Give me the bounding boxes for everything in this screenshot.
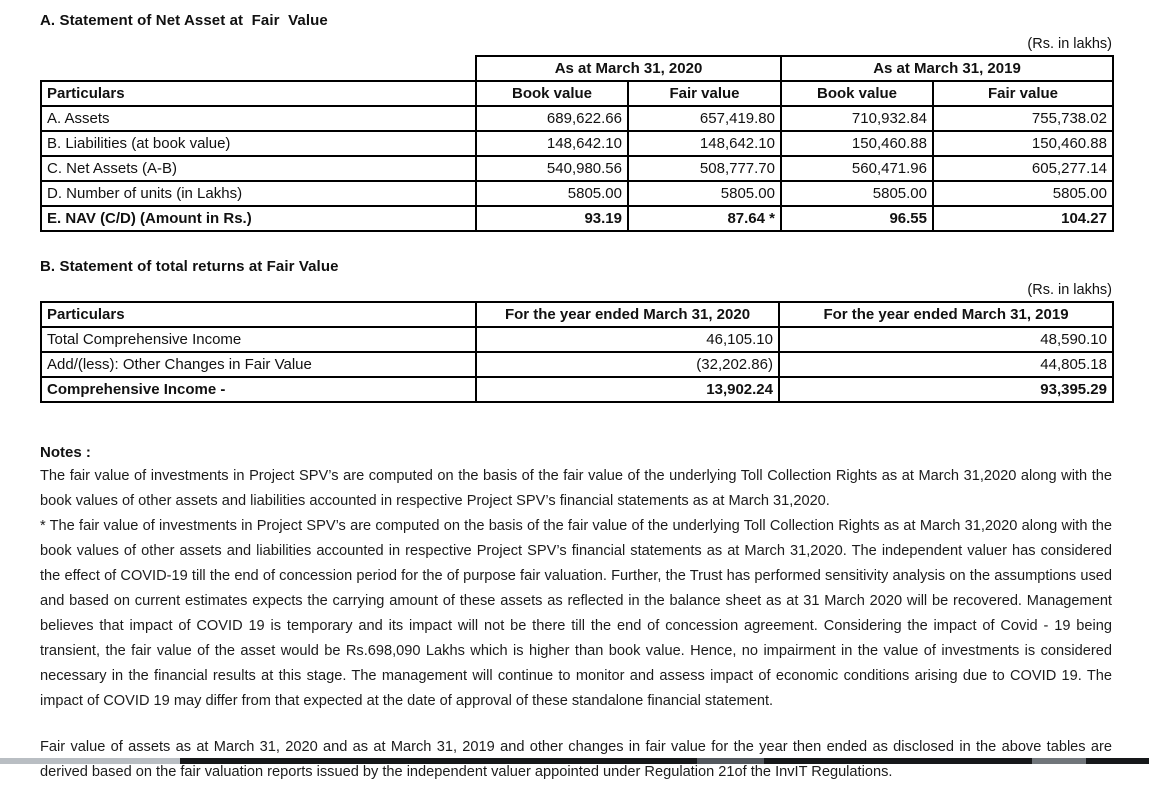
table-row [41, 377, 1113, 402]
fy-2019-header: For the year ended March 31, 2019 [779, 302, 1113, 327]
book-value-2019-header: Book value [781, 81, 933, 106]
particulars-cell: Comprehensive Income - [41, 377, 476, 402]
fair-value-2020-header: Fair value [628, 81, 781, 106]
value-cell: 13,902.24 [476, 377, 779, 402]
value-cell: 560,471.96 [781, 156, 933, 181]
book-value-2020-header: Book value [476, 81, 628, 106]
table-row [41, 327, 1113, 352]
section-b-unit-note: (Rs. in lakhs) [1027, 282, 1112, 298]
value-cell: 605,277.14 [933, 156, 1113, 181]
strip-segment [697, 758, 764, 764]
strip-segment [0, 758, 180, 764]
value-cell: 710,932.84 [781, 106, 933, 131]
value-cell: 93,395.29 [779, 377, 1113, 402]
note-paragraph: Fair value of assets as at March 31, 2020 and as at March 31, 2019 and other changes in fair value for the year then ended as disclosed in the above tables are derived based on the fair valuation reports issued by the independent valuer appointed under Regulation 21of the InvIT Regulations. [40, 739, 1112, 780]
value-cell: 148,642.10 [476, 131, 628, 156]
value-cell: 150,460.88 [781, 131, 933, 156]
column-header-row [41, 302, 1113, 327]
notes-heading: Notes : [40, 444, 91, 461]
value-cell: 657,419.80 [628, 106, 781, 131]
value-cell: 48,590.10 [779, 327, 1113, 352]
corner-blank-cell [41, 56, 476, 81]
value-cell: 46,105.10 [476, 327, 779, 352]
year-2020-group-header: As at March 31, 2020 [476, 56, 781, 81]
value-cell: 150,460.88 [933, 131, 1113, 156]
notes-section [40, 444, 1112, 785]
year-group-header-row [41, 56, 1113, 81]
value-cell: 508,777.70 [628, 156, 781, 181]
value-cell: 540,980.56 [476, 156, 628, 181]
value-cell: 5805.00 [781, 181, 933, 206]
value-cell: 104.27 [933, 206, 1113, 231]
fy-2020-header: For the year ended March 31, 2020 [476, 302, 779, 327]
section-a-title: A. Statement of Net Asset at Fair Value [40, 12, 328, 29]
section-b-title: B. Statement of total returns at Fair Value [40, 258, 339, 275]
notes-paragraphs [40, 464, 1112, 785]
fair-value-2019-header: Fair value [933, 81, 1113, 106]
total-returns-table [40, 301, 1114, 403]
value-cell: 96.55 [781, 206, 933, 231]
value-cell: 87.64 * [628, 206, 781, 231]
value-cell: 148,642.10 [628, 131, 781, 156]
particulars-cell: Total Comprehensive Income [41, 327, 476, 352]
year-2019-group-header: As at March 31, 2019 [781, 56, 1113, 81]
table-row [41, 106, 1113, 131]
strip-segment [764, 758, 1032, 764]
value-cell: 5805.00 [933, 181, 1113, 206]
value-cell: 689,622.66 [476, 106, 628, 131]
strip-segment [1032, 758, 1086, 764]
strip-segment [1086, 758, 1149, 764]
table-row [41, 181, 1113, 206]
table-row [41, 206, 1113, 231]
particulars-cell: C. Net Assets (A-B) [41, 156, 476, 181]
particulars-header: Particulars [41, 302, 476, 327]
value-cell: 755,738.02 [933, 106, 1113, 131]
section-a-unit-note: (Rs. in lakhs) [1027, 36, 1112, 52]
particulars-cell: A. Assets [41, 106, 476, 131]
value-cell: (32,202.86) [476, 352, 779, 377]
table-row [41, 352, 1113, 377]
note-paragraph: The fair value of investments in Project SPV’s are computed on the basis of the fair value of the underlying Toll Collection Rights as at March 31,2020 along with the book values of other assets and liabilities accounted in respective Project SPV’s financial statements as at March 31,2020. [40, 468, 1112, 509]
value-cell: 5805.00 [628, 181, 781, 206]
net-asset-table [40, 55, 1114, 232]
particulars-cell: D. Number of units (in Lakhs) [41, 181, 476, 206]
table-row [41, 131, 1113, 156]
value-cell: 44,805.18 [779, 352, 1113, 377]
table-row [41, 156, 1113, 181]
particulars-cell: Add/(less): Other Changes in Fair Value [41, 352, 476, 377]
value-cell: 93.19 [476, 206, 628, 231]
cutoff-next-section-strip [0, 758, 1149, 764]
strip-segment [180, 758, 697, 764]
column-header-row [41, 81, 1113, 106]
particulars-cell: B. Liabilities (at book value) [41, 131, 476, 156]
particulars-header: Particulars [41, 81, 476, 106]
value-cell: 5805.00 [476, 181, 628, 206]
particulars-cell: E. NAV (C/D) (Amount in Rs.) [41, 206, 476, 231]
note-paragraph: * The fair value of investments in Project SPV’s are computed on the basis of the fair value of the underlying Toll Collection Rights as at March 31,2020 along with the book values of other assets and liabilities accounted in respective Project SPV’s financial statements as at March 31,2020. The independent valuer has considered the effect of COVID-19 till the end of concession period for the of purpose fair valuation. Further, the Trust has performed sensitivity analysis on the assumptions used and based on current estimates expects the carrying amount of these assets as reflected in the balance sheet as at 31 March 2020 will be recovered. Management believes that impact of COVID 19 is temporary and its impact will not be there till the end of concession agreement. Considering the impact of Covid - 19 being transient, the fair value of the asset would be Rs.698,090 Lakhs which is higher than book value. Hence, no impairment in the value of investments is considered necessary in the financial results at this stage. The management will continue to monitor and assess impact of economic conditions arising due to COVID 19. The impact of COVID 19 may differ from that expected at the date of approval of these standalone financial statement. [40, 518, 1112, 709]
